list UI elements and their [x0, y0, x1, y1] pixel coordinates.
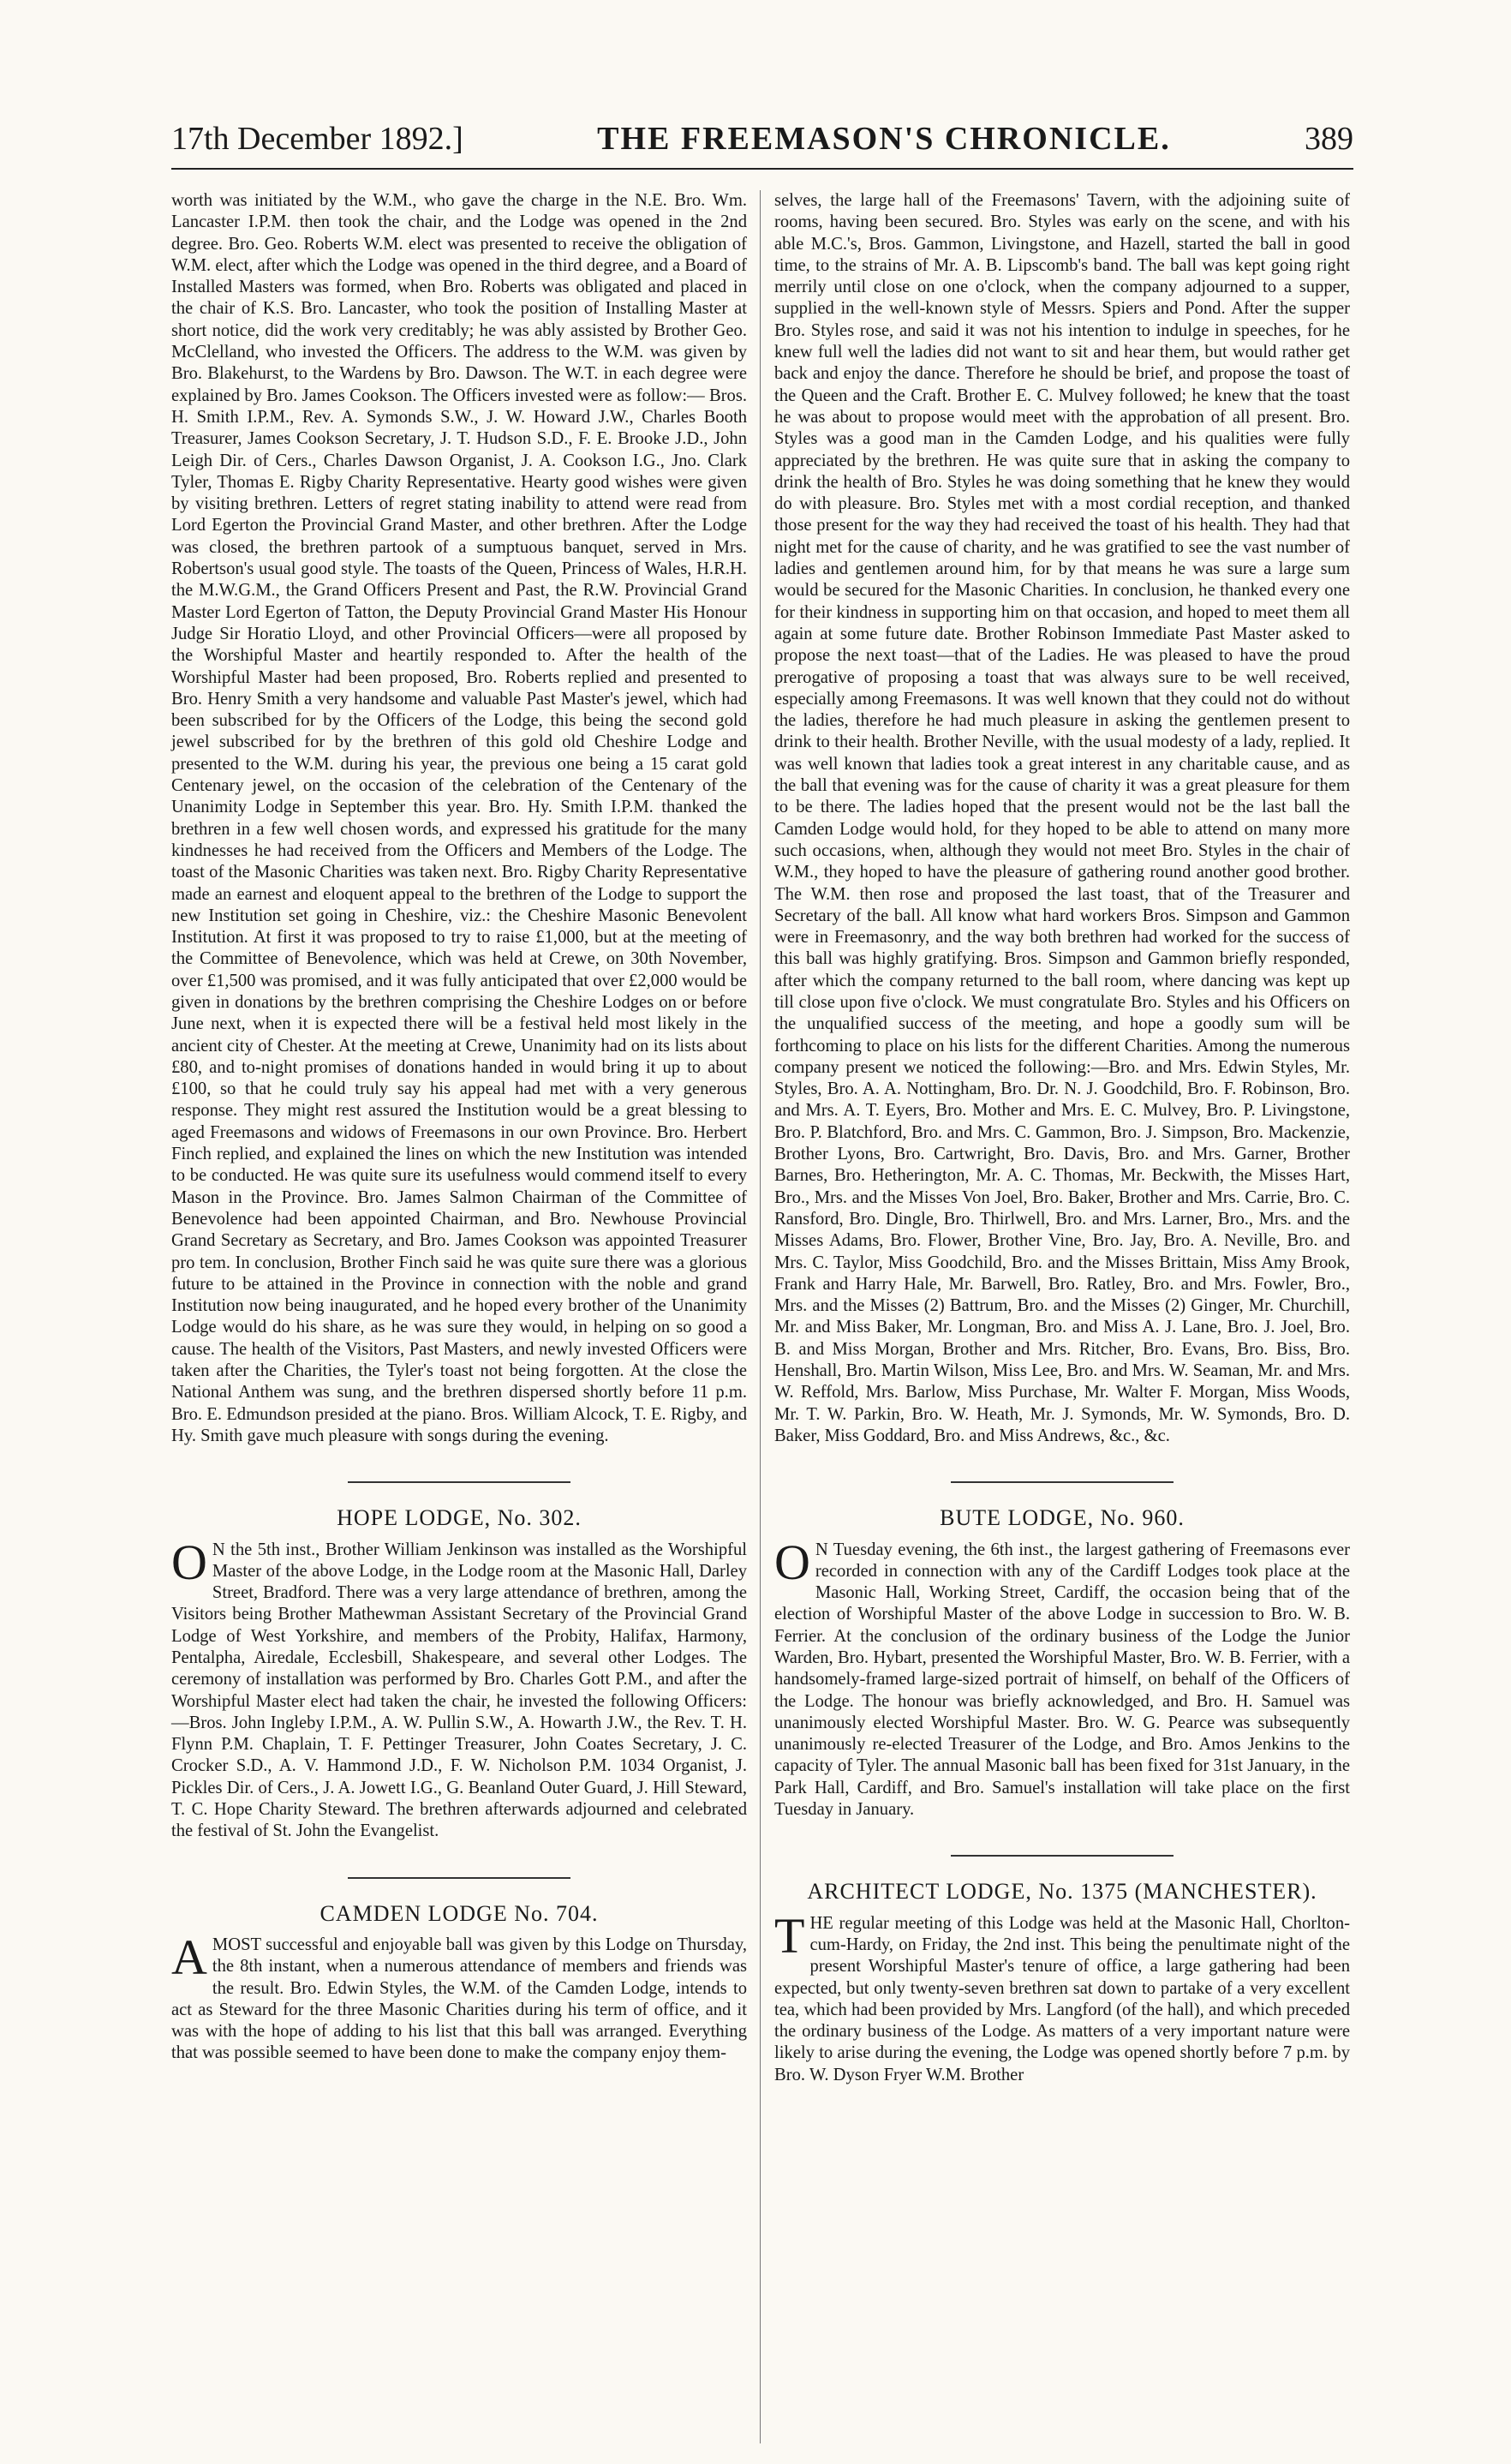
- architect-lodge-text: HE regular meeting of this Lodge was held at the Masonic Hall, Chorlton-cum-Hardy, on Friday, the 2nd inst. This being the penultimate night of the present Worshipful Master's tenure of office, a large gathering had been expected, but only twenty-seven brethren sat down to partake of a very excellent tea, which had been provided by Mrs. Langford (of the hall), and which preceded the ordinary business of the Lodge. As matters of a very important nature were likely to arise during the evening, the Lodge was opened shortly before 7 p.m. by Bro. W. Dyson Fryer W.M. Brother: [774, 1913, 1350, 2084]
- architect-lodge-article: [774, 1907, 1350, 2086]
- left-column: [171, 190, 747, 2065]
- page-number: 389: [1305, 121, 1353, 157]
- unanimity-report-continued: worth was initiated by the W.M., who gave the charge in the N.E. Bro. Wm. Lancaster I.P.M. then took the chair, and the Lodge was opened in the 2nd degree. Bro. Geo. Roberts W.M. elect was presented to receive the obligation of W.M. elect, after which the Lodge was opened in the third degree, and a Board of Installed Masters was formed, when Bro. Roberts was obligated and placed in the chair of K.S. Bro. Lancaster, who took the position of Installing Master at short notice, did the work very creditably; he was ably assisted by Brother Geo. McClelland, who invested the Officers. The address to the W.M. was given by Bro. Blakehurst, to the Wardens by Bro. Dawson. The W.T. in each degree were explained by Bro. James Cookson. The Officers invested were as follow:— Bros. H. Smith I.P.M., Rev. A. Symonds S.W., J. W. Howard J.W., Charles Booth Treasurer, James Cookson Secretary, J. T. Hudson S.D., F. E. Brooke J.D., John Leigh Dir. of Cers., Charles Dawson Organist, J. A. Cookson I.G., Jno. Clark Tyler, Thomas E. Rigby Charity Representative. Hearty good wishes were given by visiting brethren. Letters of regret stating inability to attend were read from Lord Egerton the Provincial Grand Master, and other brethren. After the Lodge was closed, the brethren partook of a sumptuous banquet, served in Mrs. Robertson's usual good style. The toasts of the Queen, Princess of Wales, H.R.H. the M.W.G.M., the Grand Officers Present and Past, the R.W. Provincial Grand Master Lord Egerton of Tatton, the Deputy Provincial Grand Master His Honour Judge Sir Horatio Lloyd, and other Provincial Officers—were all proposed by the Worshipful Master and heartily responded to. After the health of the Worshipful Master had been proposed, Bro. Roberts replied and presented to Bro. Henry Smith a very handsome and valuable Past Master's jewel, which had been subscribed for by the Officers of the Lodge, this being the second gold jewel subscribed for by the brethren of this gold old Cheshire Lodge and presented to the W.M. during his year, the previous one being a 15 carat gold Centenary jewel, on the occasion of the celebration of the Centenary of the Unanimity Lodge in September this year. Bro. Hy. Smith I.P.M. thanked the brethren in a few well chosen words, and expressed his gratitude for the many kindnesses he had received from the Officers and Members of the Lodge. The toast of the Masonic Charities was taken next. Bro. Rigby Charity Representative made an earnest and eloquent appeal to the brethren of the Lodge to support the new Institution set going in Cheshire, viz.: the Cheshire Masonic Benevolent Institution. At first it was proposed to try to raise £1,000, but at the meeting of the Committee of Benevolence, which was held at Crewe, on 30th November, over £1,500 was promised, and it was fully anticipated that over £2,000 would be given in donations by the brethren comprising the Cheshire Lodges on or before June next, when it is expected there will be a festival held most likely in the ancient city of Chester. At the meeting at Crewe, Unanimity had on its lists about £80, and to-night promises of donations handed in would bring it up to about £100, so that he could truly say his appeal had met with a very generous response. They might rest assured the Institution would be a great blessing to aged Freemasons and widows of Freemasons in our own Province. Bro. Herbert Finch replied, and explained the lines on which the new Institution was intended to be conducted. He was quite sure its usefulness would commend itself to every Mason in the Province. Bro. James Salmon Chairman of the Committee of Benevolence had been appointed Chairman, and Bro. Newhouse Provincial Grand Secretary as Secretary, and Bro. James Cookson was appointed Treasurer pro tem. In conclusion, Brother Finch said he was quite sure there was a glorious future to be attained in the Province in connection with the noble and grand Institution now being inaugurated, and he hoped every brother of the Unanimity Lodge would do his share, as he was sure they would, in helping on so good a cause. The health of the Visitors, Past Masters, and newly invested Officers were taken after the Charities, the Tyler's toast not being forgotten. At the close the National Anthem was sung, and the brethren dispersed shortly before 11 p.m. Bro. E. Edmundson presided at the piano. Bros. William Alcock, T. E. Rigby, and Hy. Smith gave much pleasure with songs during the evening.: [171, 191, 747, 1445]
- architect-lodge-heading: ARCHITECT LODGE, No. 1375 (MANCHESTER).: [807, 1879, 1317, 1905]
- column-divider: [760, 190, 761, 2443]
- camden-lodge-article: [171, 1929, 747, 2065]
- camden-lodge-text: MOST successful and enjoyable ball was given by this Lodge on Thursday, the 8th instant, when a numerous attendance of members and friends was the result. Bro. Edwin Styles, the W.M. of the Camden Lodge, intends to act as Steward for the three Masonic Charities during his term of office, and it was with the hope of adding to his list that this ball was arranged. Everything that was possible seemed to have been done to make the company enjoy them-: [171, 1935, 747, 2063]
- section-rule: [348, 1877, 570, 1879]
- issue-date: 17th December 1892.]: [171, 121, 463, 157]
- hope-lodge-article: [171, 1534, 747, 1843]
- drop-cap: O: [774, 1534, 810, 1590]
- drop-cap: T: [774, 1907, 805, 1964]
- masthead: [171, 120, 1353, 170]
- bute-lodge-text: N Tuesday evening, the 6th inst., the largest gathering of Freemasons ever recorded in connection with any of the Cardiff Lodges took place at the Masonic Hall, Working Street, Cardiff, the occasion being that of the election of Worshipful Master of the above Lodge in succession to Bro. W. B. Ferrier. At the conclusion of the ordinary business of the Lodge the Junior Warden, Bro. Hybart, presented the Worshipful Master, Bro. W. B. Ferrier, with a handsomely-framed large-sized portrait of himself, on behalf of the Officers of the Lodge. The honour was briefly acknowledged, and Bro. H. Samuel was unanimously elected Worshipful Master. Bro. W. G. Pearce was subsequently unanimously re-elected Treasurer of the Lodge, and Bro. Amos Jenkins to the capacity of Tyler. The annual Masonic ball has been fixed for 31st January, in the Park Hall, Cardiff, and Bro. Samuel's installation will take place on the first Tuesday in January.: [774, 1540, 1350, 1820]
- bute-lodge-heading: BUTE LODGE, No. 960.: [940, 1505, 1185, 1531]
- bute-lodge-article: [774, 1534, 1350, 1821]
- right-column: [774, 190, 1350, 2086]
- drop-cap: A: [171, 1929, 207, 1985]
- drop-cap: O: [171, 1534, 207, 1590]
- hope-lodge-text: N the 5th inst., Brother William Jenkinson was installed as the Worshipful Master of the above Lodge, in the Lodge room at the Masonic Hall, Darley Street, Bradford. There was a very large attendance of brethren, among the Visitors being Brother Mathewman Assistant Secretary of the Provincial Grand Lodge of West Yorkshire, and members of the Probity, Halifax, Harmony, Pentalpha, Airedale, Ecclesbill, Shakespeare, and several other Lodges. The ceremony of installation was performed by Bro. Charles Gott P.M., and after the Worshipful Master elect had taken the chair, he invested the following Officers:—Bros. John Ingleby I.P.M., A. W. Pullin S.W., A. Howarth J.W., the Rev. T. H. Flynn P.M. Chaplain, T. F. Pettinger Treasurer, John Coates Secretary, J. C. Crocker S.D., A. V. Hammond J.D., F. W. Nicholson P.M. 1034 Organist, J. Pickles Dir. of Cers., J. A. Jowett I.G., G. Beanland Outer Guard, J. Hill Steward, T. C. Hope Charity Steward. The brethren afterwards adjourned and celebrated the festival of St. John the Evangelist.: [171, 1540, 747, 1841]
- publication-title: THE FREEMASON'S CHRONICLE.: [597, 121, 1171, 157]
- section-rule: [348, 1481, 570, 1483]
- section-rule: [951, 1855, 1174, 1857]
- camden-lodge-heading: CAMDEN LODGE No. 704.: [320, 1900, 599, 1926]
- hope-lodge-heading: HOPE LODGE, No. 302.: [337, 1505, 582, 1531]
- camden-lodge-continued: selves, the large hall of the Freemasons' Tavern, with the adjoining suite of rooms, having been secured. Bro. Styles was early on the scene, and with his able M.C.'s, Bros. Gammon, Livingstone, and Hazell, started the ball in good time, to the strains of Mr. A. B. Lipscomb's band. The ball was kept going right merrily until close on one o'clock, when the company adjourned to a supper, supplied in the well-known style of Messrs. Spiers and Pond. After the supper Bro. Styles rose, and said it was not his intention to indulge in speeches, for he knew full well the ladies did not want to sit and hear them, but would rather get back and enjoy the dance. Therefore he should be brief, and propose the toast of the Queen and the Craft. Brother E. C. Mulvey followed; he knew that the toast he was about to propose would meet with the approbation of all present. Bro. Styles was a good man in the Camden Lodge, and his qualities were fully appreciated by the brethren. He was quite sure that in asking the company to drink the health of Bro. Styles he was doing something that he knew they would do with pleasure. Bro. Styles met with a most cordial reception, and thanked those present for the way they had received the toast of his health. They had that night met for the cause of charity, and he was gratified to see the vast number of ladies and gentlemen around him, for by that means he was sure a large sum would be secured for the Masonic Charities. In conclusion, he thanked every one for their kindness in supporting him on that occasion, and hoped to meet them all again at some future date. Brother Robinson Immediate Past Master asked to propose the next toast—that of the Ladies. He was pleased to have the proud prerogative of proposing a toast that was always sure to be well received, especially among Freemasons. It was well known that they could not do without the ladies, therefore he had much pleasure in asking the gentlemen present to drink to their health. Brother Neville, with the usual modesty of a lady, replied. It was well known that ladies took a great interest in any charitable cause, and as the ball that evening was for the cause of charity it was a great pleasure for them to be there. The ladies hoped that the present would not be the last ball the Camden Lodge would hold, for they hoped to be able to attend on many more such occasions, when, although they would not meet Bro. Styles in the chair of W.M., they hoped to have the pleasure of gathering round another good brother. The W.M. then rose and proposed the last toast, that of the Treasurer and Secretary of the ball. All know what hard workers Bros. Simpson and Gammon were in Freemasonry, and the way both brethren had worked for the success of this ball was highly gratifying. Bros. Simpson and Gammon briefly responded, after which the company returned to the ball room, where dancing was kept up till close upon five o'clock. We must congratulate Bro. Styles and his Officers on the unqualified success of the meeting, and hope a goodly sum will be forthcoming to place on his lists for the different Charities. Among the numerous company present we noticed the following:—Bro. and Mrs. Edwin Styles, Mr. Styles, Bro. A. A. Nottingham, Bro. Dr. N. J. Goodchild, Bro. F. Robinson, Bro. and Mrs. A. T. Eyers, Bro. Mother and Mrs. E. C. Mulvey, Bro. P. Livingstone, Bro. P. Blatchford, Bro. and Mrs. C. Gammon, Bro. J. Simpson, Bro. Mackenzie, Brother Lyons, Bro. Cartwright, Bro. Davis, Bro. and Mrs. Garner, Brother Barnes, Bro. Hetherington, Mr. A. C. Thomas, Mr. Beckwith, the Misses Hart, Bro., Mrs. and the Misses Von Joel, Bro. Baker, Brother and Mrs. Carrie, Bro. C. Ransford, Bro. Dingle, Bro. Thirlwell, Bro. and Mrs. Larner, Bro., Mrs. and the Misses Adams, Bro. Flower, Brother Vine, Bro. Jay, Bro. A. Neville, Bro. and Mrs. C. Taylor, Miss Goodchild, Bro. and the Misses Brittain, Miss Amy Brook, Frank and Harry Hale, Mr. Barwell, Bro. Ratley, Bro. and Mrs. Fowler, Bro., Mrs. and the Misses (2) Battrum, Bro. and the Misses (2) Ginger, Mr. Churchill, Mr. and Miss Baker, Mr. Longman, Bro. and Miss A. J. Lane, Bro. J. Joel, Bro. B. and Miss Morgan, Brother and Mrs. Ritcher, Bro. Evans, Bro. Biss, Bro. Henshall, Bro. Martin Wilson, Miss Lee, Bro. and Mrs. W. Seaman, Mr. and Mrs. W. Reffold, Mrs. Barlow, Miss Purchase, Mr. Walter F. Morgan, Miss Woods, Mr. T. W. Parkin, Bro. W. Heath, Mr. J. Symonds, Mr. W. Symonds, Bro. D. Baker, Miss Goddard, Bro. and Miss Andrews, &c., &c.: [774, 191, 1350, 1445]
- section-rule: [951, 1481, 1174, 1483]
